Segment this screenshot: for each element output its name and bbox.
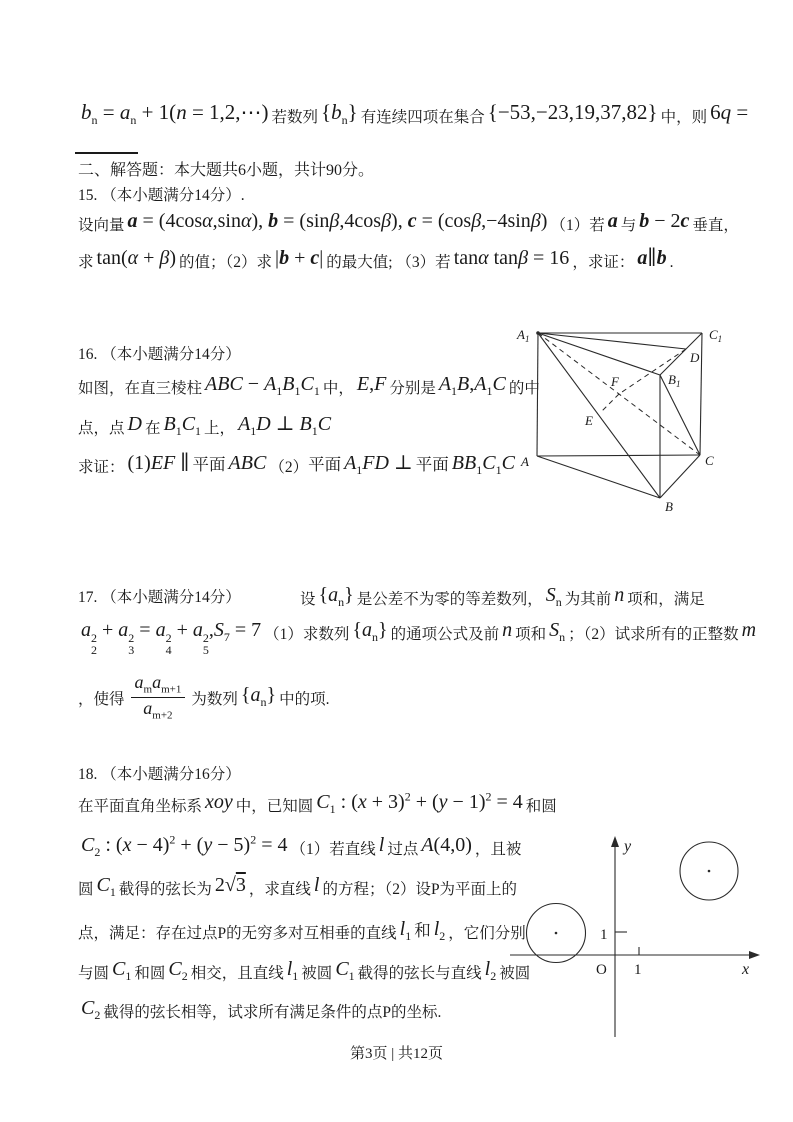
- text-segment: $C_1$: [335, 958, 355, 983]
- coordinate-figure: [498, 833, 783, 1045]
- text-segment: a∥b: [637, 247, 667, 269]
- q18-line6: [78, 996, 441, 1023]
- text-segment: $S_n$: [545, 584, 562, 609]
- vertex-label-c: C: [705, 453, 714, 468]
- edge-ac: [537, 455, 700, 456]
- prism-figure: [505, 322, 723, 522]
- set-values: {−53,−23,19,37,82}: [487, 100, 658, 124]
- q16-line2: [78, 412, 334, 439]
- text-segment: $A_1FD$ ⊥: [344, 452, 413, 477]
- text-segment: 的中: [508, 380, 540, 397]
- q17-line3: [78, 672, 329, 723]
- vertex-label-d: D: [690, 350, 700, 365]
- q18-heading: 18. （本小题满分16分）: [78, 766, 241, 783]
- text-segment: 中，已知圆: [235, 797, 314, 815]
- vertex-label-b: B: [665, 499, 673, 514]
- text-segment: $A_1B,A_1C$: [438, 373, 506, 398]
- text-segment: 上，: [204, 420, 236, 437]
- text-segment: （1）若: [550, 217, 605, 234]
- text-segment: 设向量: [78, 217, 125, 234]
- x-axis-arrow: [749, 951, 760, 959]
- text-segment: 分别是: [389, 380, 436, 397]
- intro-formula-line: [78, 99, 751, 128]
- text-segment: 的通项公式及前: [390, 626, 500, 643]
- text-segment: 相交，且直线: [190, 965, 284, 982]
- text-segment: 平面: [192, 455, 226, 474]
- text-segment: l: [313, 874, 320, 896]
- text-segment: 与圆: [78, 965, 110, 982]
- section-header: 二、解答题：本大题共6小题，共计90分。: [78, 162, 375, 179]
- q15-line2: [78, 246, 673, 271]
- x-tick-label: 1: [634, 962, 642, 978]
- edge-bc: [660, 455, 700, 498]
- text-segment: 中，则: [660, 109, 708, 126]
- text-segment: 求: [78, 254, 94, 271]
- text-segment: （2）: [269, 459, 309, 476]
- text-segment: ，求直线: [248, 881, 311, 898]
- circle-c1-center-dot: [555, 932, 558, 935]
- text-segment: 的值；（2）求: [179, 254, 273, 271]
- text-segment: $A_1D$ ⊥ $B_1C$: [238, 413, 332, 438]
- edge-cc1: [700, 333, 702, 455]
- text-segment: 项和: [515, 626, 547, 643]
- edge-ab: [537, 456, 660, 498]
- text-segment: tanα tanβ = 16: [453, 247, 570, 269]
- text-segment: ，使得: [78, 690, 125, 708]
- text-segment: 过点: [387, 840, 419, 858]
- text-segment: 为数列: [191, 690, 238, 708]
- text-segment: 点，满足：存在过点P的无穷多对互相垂的直线: [78, 925, 397, 942]
- axes: [510, 842, 753, 1037]
- text-segment: 为其前: [564, 591, 612, 608]
- q15-line1: [78, 209, 739, 234]
- text-segment: $l_2$: [484, 958, 497, 983]
- text-segment: 和圆: [134, 965, 166, 982]
- text-segment: $B_1C_1$: [163, 413, 202, 438]
- text-segment: $BB_1C_1C$: [451, 452, 515, 477]
- q16-line3: [78, 451, 518, 478]
- text-segment: 中的项.: [279, 690, 330, 708]
- text-segment: |b + c|: [275, 247, 324, 269]
- text-segment: A(4,0): [421, 833, 472, 856]
- y-axis-arrow: [611, 836, 619, 847]
- q18-line4: [78, 917, 526, 944]
- q18-line3: [78, 873, 517, 900]
- text-segment: a: [607, 210, 618, 232]
- text-segment: $C_1$: [96, 874, 116, 899]
- text-segment: xoy: [205, 790, 233, 813]
- vertex-label-a: A: [521, 454, 529, 469]
- q18-line2: [78, 832, 521, 860]
- text-segment: m: [741, 619, 757, 641]
- text-segment: 平面: [308, 455, 342, 474]
- text-segment: 求证：: [78, 459, 125, 476]
- vertex-label-c1: $C_1$: [709, 327, 723, 344]
- condition-formula: a 2 2 + a 2 3 = a 2 4 + a 2 5 $,S_7 = 7$: [81, 619, 262, 657]
- circle-c2-center-dot: [708, 870, 711, 873]
- 6q-expression: 6q =: [710, 100, 749, 124]
- text-segment: $S_n$: [549, 619, 566, 644]
- vertex-label-a1: $A_1$: [517, 327, 530, 344]
- text-segment: ，且被: [474, 840, 522, 858]
- prism-dashed-edges: [538, 333, 700, 455]
- text-segment: $l_1$: [286, 958, 299, 983]
- page-footer: 第3页 | 共12页: [349, 1046, 443, 1062]
- text-segment: $C_2$: [168, 958, 188, 983]
- text-segment: .: [669, 254, 674, 271]
- text-segment: $l_2$: [433, 918, 446, 943]
- answer-blank: [75, 152, 138, 154]
- text-segment: 在平面直角坐标系: [78, 797, 203, 815]
- text-segment: 在: [144, 420, 161, 437]
- text-segment: 若数列: [271, 109, 319, 126]
- text-segment: $\{a_n\}$: [318, 584, 354, 609]
- text-segment: 被圆: [499, 965, 531, 982]
- text-segment: （1）求数列: [264, 626, 350, 643]
- circle2-equation: $C_2$ : $(x - 4)^2 + (y - 5)^2 = 4$: [81, 832, 288, 859]
- text-segment: 如图，在直三棱柱: [78, 380, 203, 397]
- text-segment: b − 2c: [639, 210, 690, 232]
- text-segment: 截得的弦长相等，试求所有满足条件的点P的坐标.: [103, 1004, 442, 1021]
- vertex-label-e: E: [585, 413, 593, 428]
- text-segment: 中，: [322, 380, 354, 397]
- text-segment: 和圆: [525, 797, 557, 815]
- text-segment: 圆: [78, 881, 94, 898]
- seq-formula: $b_n = a_n + 1(n$ = 1,2,⋯): [81, 100, 269, 128]
- q16-line1: [78, 372, 540, 399]
- x-axis-label: x: [742, 961, 750, 978]
- text-segment: 和: [414, 921, 431, 940]
- text-segment: ，它们分别: [448, 925, 526, 942]
- vertex-label-f: F: [611, 374, 619, 389]
- edge-a1a: [537, 333, 538, 456]
- text-segment: ；（2）试求所有的正整数: [568, 626, 739, 643]
- q17-line2: [78, 618, 759, 656]
- text-segment: 的方程；（2）设P为平面上的: [322, 881, 518, 898]
- fraction-term: $\frac{a_ma_{m+1}}{a_{m+2}}$: [131, 672, 186, 723]
- text-segment: D: [127, 413, 142, 435]
- q18-line1: [78, 789, 557, 817]
- vertex-a1-dot: [536, 331, 540, 335]
- vectors-def: a = (4cosα,sinα), b = (sinβ,4cosβ), c = (cosβ,−4sinβ): [127, 210, 548, 232]
- circle1-equation: $C_1$ : $(x + 3)^2 + (y - 1)^2 = 4$: [316, 789, 523, 816]
- q17-heading: 17. （本小题满分14分）: [78, 589, 241, 606]
- text-segment: n: [614, 584, 625, 606]
- q16-heading: 16. （本小题满分14分）: [78, 346, 241, 363]
- text-segment: 项和，满足: [627, 591, 705, 608]
- text-segment: 设: [300, 591, 316, 608]
- text-segment: $C_2$: [81, 997, 101, 1022]
- segment-fe-dashed: [600, 394, 619, 413]
- y-tick-label: 1: [600, 927, 608, 943]
- text-segment: 是公差不为零的等差数列，: [356, 591, 543, 608]
- text-segment: (1)EF ∥: [127, 452, 190, 474]
- q18-line5: [78, 957, 530, 984]
- text-segment: ABC: [228, 452, 267, 474]
- q17-intro: [300, 583, 705, 610]
- prism-solid-edges: [537, 333, 702, 498]
- segment-a1b: [538, 333, 660, 498]
- text-segment: $l_1$: [399, 918, 412, 943]
- text-segment: $\{a_n\}$: [240, 683, 277, 709]
- text-segment: 平面: [415, 455, 449, 474]
- text-segment: 截得的弦长为: [118, 881, 212, 898]
- text-segment: ，求证：: [572, 254, 635, 271]
- text-segment: $\{a_n\}$: [352, 619, 388, 644]
- text-segment: 的最大值; （3）若: [326, 254, 451, 271]
- text-segment: $C_1$: [112, 958, 132, 983]
- text-segment: （1）若直线: [290, 840, 376, 858]
- vertex-label-b1: $B_1$: [668, 372, 681, 389]
- text-segment: l: [378, 833, 385, 856]
- origin-label: O: [596, 962, 607, 978]
- text-segment: $\{b_n\}$: [321, 100, 358, 128]
- text-segment: 点，点: [78, 420, 125, 437]
- text-segment: tan(α + β): [96, 247, 177, 269]
- text-segment: 垂直，: [692, 217, 739, 234]
- text-segment: 2√3: [214, 874, 246, 896]
- text-segment: 有连续四项在集合: [360, 109, 485, 126]
- text-segment: ABC − $A_1B_1C_1$: [205, 373, 320, 398]
- text-segment: E,F: [356, 373, 387, 395]
- text-segment: 截得的弦长与直线: [357, 965, 482, 982]
- q15-heading: 15. （本小题满分14分）.: [78, 187, 245, 204]
- y-axis-label: y: [624, 838, 632, 855]
- text-segment: n: [502, 619, 513, 641]
- text-segment: 与: [620, 217, 637, 234]
- text-segment: 被圆: [301, 965, 333, 982]
